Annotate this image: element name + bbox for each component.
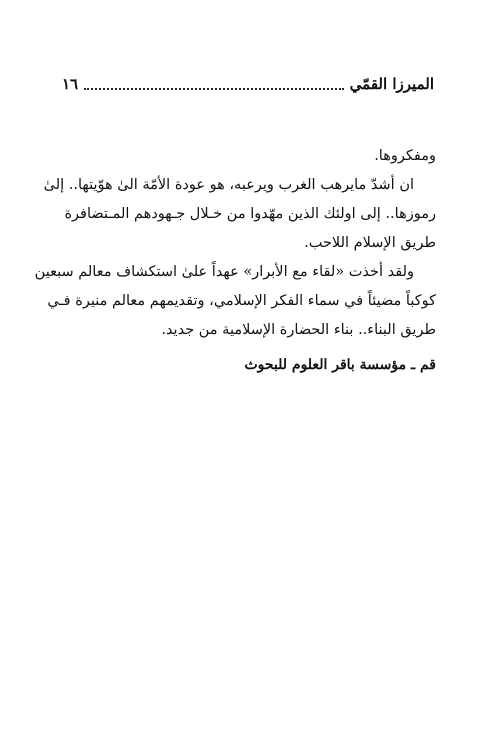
- running-header: [62, 73, 434, 95]
- text-line: ان أشدّ مايرهب الغرب ويرعبه، هو عودة الأمّة الىٰ هوّيتها.. إلىٰ: [43, 177, 414, 193]
- text-line: كوكباً مضيئاً في سماء الفكر الإسلامي، وتقديمهم معالم منيرة فـي: [47, 293, 436, 309]
- paragraph-2-cont: [52, 200, 436, 258]
- page-number: ١٦: [62, 75, 79, 93]
- paragraph-3: [34, 258, 436, 287]
- paragraph-1: [52, 142, 436, 171]
- text-line: طريق البناء.. بناء الحضارة الإسلامية من جديد.: [161, 322, 436, 338]
- book-title: الميرزا القمّي: [349, 75, 434, 93]
- text-line: رموزها.. إلى اولئك الذين مهّدوا من خـلال جـهودهم المـتضافرة: [64, 206, 436, 222]
- text-line: ولقد أخذت «لقاء مع الأبرار» عهداً علىٰ استكشاف معالم سبعين: [34, 264, 414, 280]
- signature: قم ـ مؤسسة باقر العلوم للبحوث: [244, 357, 436, 373]
- paragraph-3-cont: [47, 287, 436, 345]
- paragraph-2: [43, 171, 436, 200]
- text-line: ومفكروها.: [374, 148, 436, 164]
- text-line: طريق الإسلام اللاحب.: [304, 235, 436, 251]
- body-text: [34, 142, 436, 380]
- dotted-leader: [84, 79, 344, 90]
